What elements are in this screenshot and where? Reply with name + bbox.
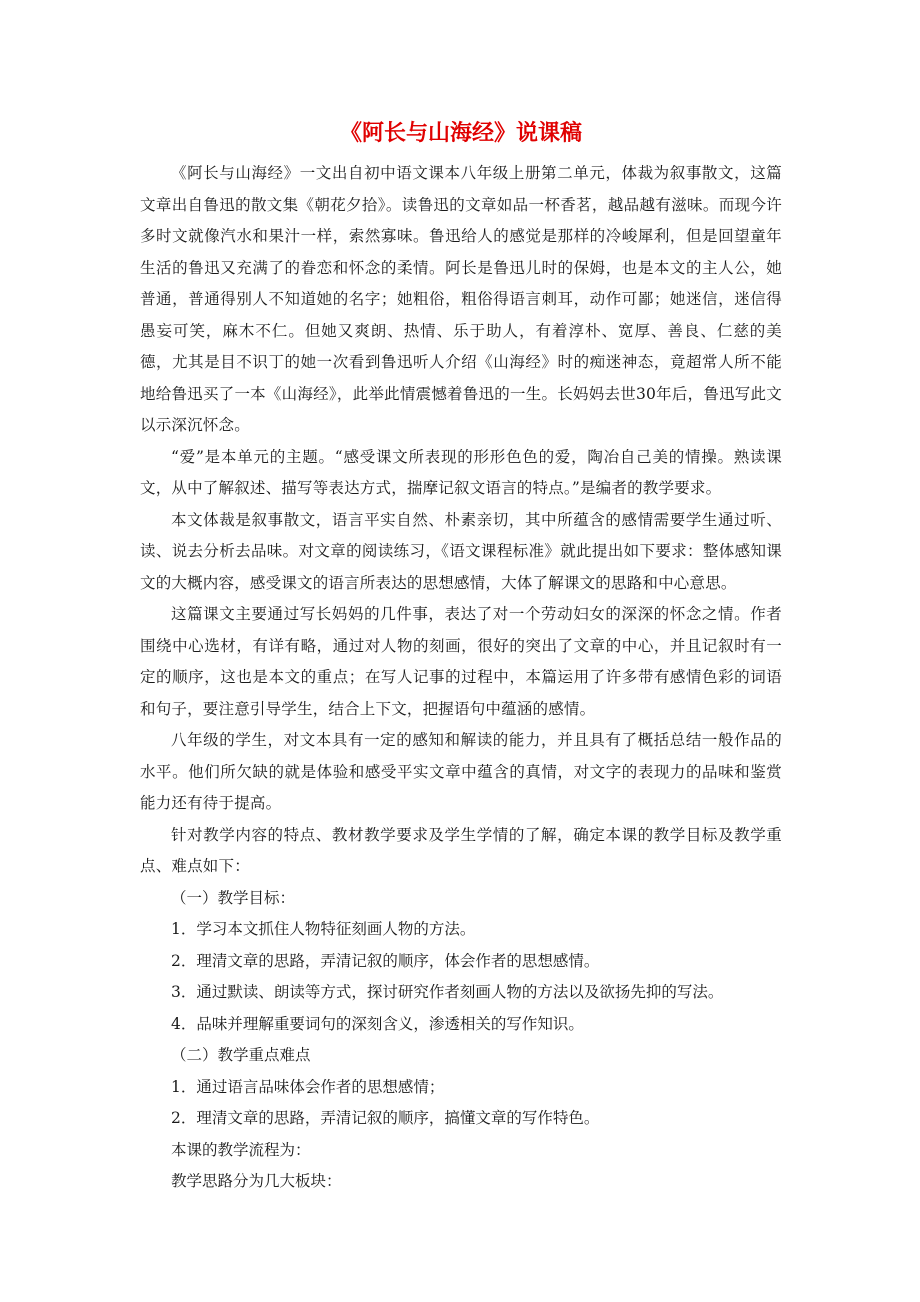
goal-item-1: 1．学习本文抓住人物特征刻画人物的方法。 <box>171 920 476 938</box>
paragraph-theme: “爱”是本单元的主题。“感受课文所表现的形形色色的爱，陶冶自己美的情操。熟读课文，从中了解叙述、描写等表达方式，揣摩记叙文语言的特点。”是编者的教学要求。 <box>140 447 782 497</box>
key-point-item-2: 2．理清文章的思路，弄清记叙的顺序，搞懂文章的写作特色。 <box>171 1109 600 1127</box>
teaching-flow-line: 本课的教学流程为： <box>171 1140 311 1159</box>
teaching-sections-line: 教学思路分为几大板块： <box>171 1172 342 1190</box>
goal-item-3: 3．通过默读、朗读等方式，探讨研究作者刻画人物的方法以及欲扬先抑的写法。 <box>171 983 724 1001</box>
key-points-heading: （二）教学重点难点 <box>171 1046 311 1064</box>
paragraph-students: 八年级的学生，对文本具有一定的感知和解读的能力，并且具有了概括总结一般作品的水平。他们所欠缺的就是体验和感受平实文章中蕴含的真情，对文字的表现力的品味和鉴赏能力还有待于提高。 <box>140 731 782 812</box>
paragraph-intro: 《阿长与山海经》一文出自初中语文课本八年级上册第二单元，体裁为叙事散文，这篇文章出自鲁迅的散文集《朝花夕拾》。读鲁迅的文章如品一杯香茗，越品越有滋味。而现今许多时文就像汽水和果汁一样，索然寡味。鲁迅给人的感觉是那样的冷峻犀利，但是回望童年生活的鲁迅又充满了的眷恋和怀念的柔情。阿长是鲁迅儿时的保姆，也是本文的主人公，她普通，普通得别人不知道她的名字；她粗俗，粗俗得语言刺耳，动作可鄙；她迷信，迷信得愚妄可笑，麻木不仁。但她又爽朗、热情、乐于助人，有着淳朴、宽厚、善良、仁慈的美德，尤其是目不识丁的她一次看到鲁迅听人介绍《山海经》时的痴迷神态，竟超常人所不能地给鲁迅买了一本《山海经》，此举此情震憾着鲁迅的一生。长妈妈去世30年后，鲁迅写此文以示深沉怀念。 <box>140 164 782 434</box>
goal-item-2: 2．理清文章的思路，弄清记叙的顺序，体会作者的思想感情。 <box>171 951 600 970</box>
document-title: 《阿长与山海经》说课稿 <box>339 120 582 146</box>
key-point-item-1: 1．通过语言品味体会作者的思想感情； <box>171 1077 445 1096</box>
paragraph-content: 这篇课文主要通过写长妈妈的几件事，表达了对一个劳动妇女的深深的怀念之情。作者围绕中心选材，有详有略，通过对人物的刻画，很好的突出了文章的中心，并且记叙时有一定的顺序，这也是本文的重点；在写人记事的过程中，本篇运用了许多带有感情色彩的词语和句子，要注意引导学生，结合上下文，把握语句中蕴涵的感情。 <box>140 605 782 718</box>
paragraph-genre: 本文体裁是叙事散文，语言平实自然、朴素亲切，其中所蕴含的感情需要学生通过听、读、说去分析去品味。对文章的阅读练习，《语文课程标准》就此提出如下要求：整体感知课文的大概内容，感受课文的语言所表达的思想感情，大体了解课文的思路和中心意思。 <box>140 510 782 592</box>
goals-heading: （一）教学目标： <box>171 888 296 907</box>
paragraph-objectives-intro: 针对教学内容的特点、教材教学要求及学生学情的了解，确定本课的教学目标及教学重点、难点如下： <box>140 825 782 875</box>
goal-item-4: 4．品味并理解重要词句的深刻含义，渗透相关的写作知识。 <box>171 1014 584 1033</box>
